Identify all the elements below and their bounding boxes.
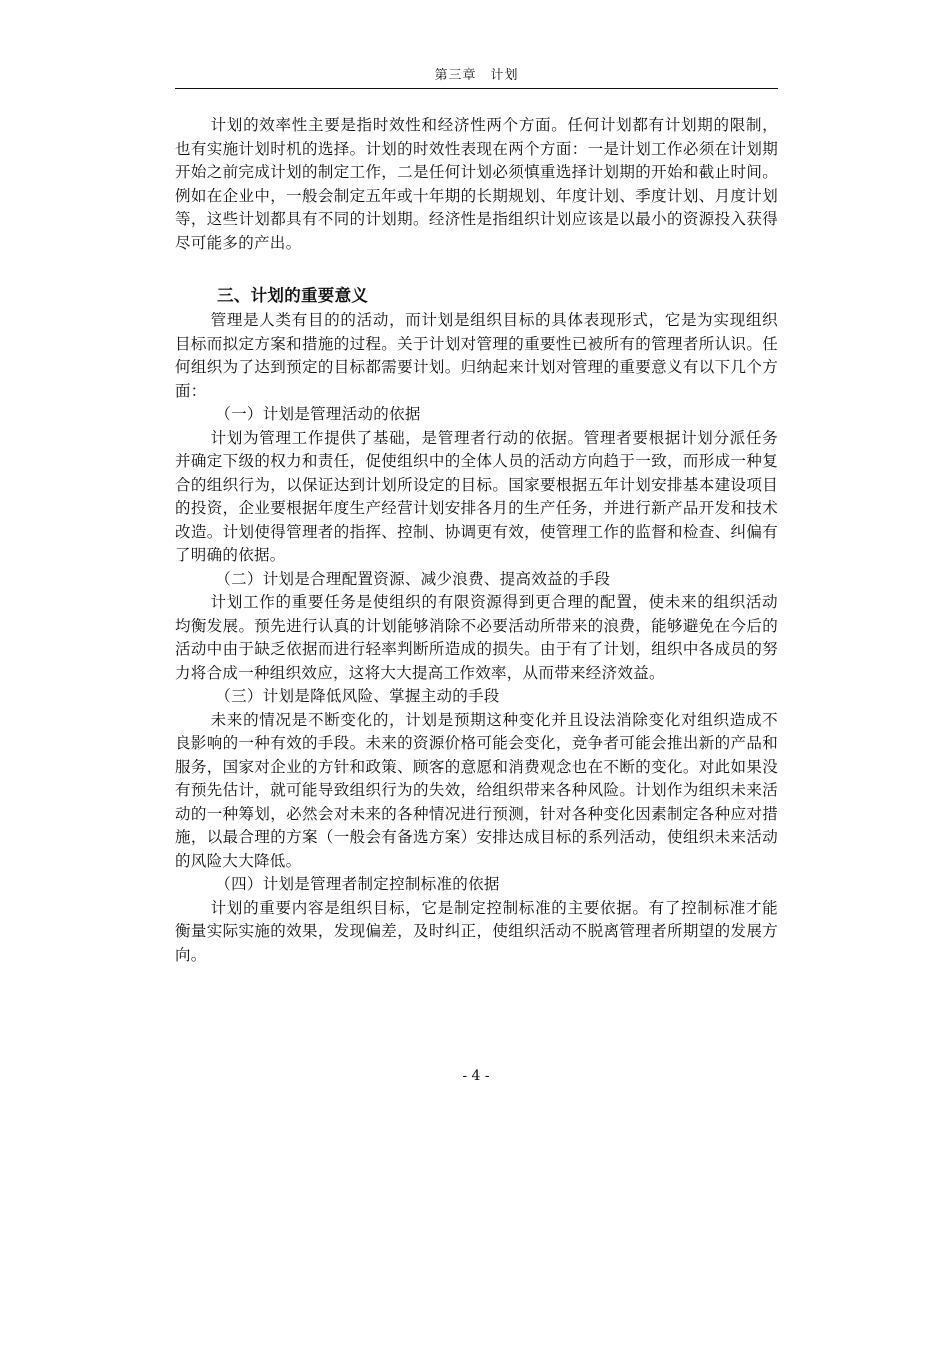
section-heading: 三、计划的重要意义 bbox=[217, 286, 369, 305]
subheading-2: （二）计划是合理配置资源、减少浪费、提高效益的手段 bbox=[215, 569, 611, 588]
paragraph-efficiency: 计划的效率性主要是指时效性和经济性两个方面。任何计划都有计划期的限制，也有实施计划时机的选择。计划的时效性表现在两个方面：一是计划工作必须在计划期开始之前完成计划的制定工作，二是任何计划必须慎重选择计划期的开始和截止时间。例如在企业中，一般会制定五年或十年期的长期规划、年度计划、季度计划、月度计划等，这些计划都具有不同的计划期。经济性是指组织计划应该是以最小的资源投入获得尽可能多的产出。 bbox=[175, 116, 778, 252]
paragraph-control: 计划的重要内容是组织目标，它是制定控制标准的主要依据。有了控制标准才能衡量实际实施的效果，发现偏差，及时纠正，使组织活动不脱离管理者所期望的发展方向。 bbox=[175, 898, 778, 964]
subheading-4: （四）计划是管理者制定控制标准的依据 bbox=[215, 875, 500, 893]
subheading-1: （一）计划是管理活动的依据 bbox=[215, 405, 421, 423]
paragraph-basis: 计划为管理工作提供了基础，是管理者行动的依据。管理者要根据计划分派任务并确定下级的权力和责任，促使组织中的全体人员的活动方向趋于一致，而形成一种复合的组织行为，以保证达到计划所设定的目标。国家要根据五年计划安排基本建设项目的投资，企业要根据年度生产经营计划安排各月的生产任务，并进行新产品开发和技术改造。计划使得管理者的指挥、控制、协调更有效，使管理工作的监督和检查、纠偏有了明确的依据。 bbox=[175, 428, 778, 564]
page-number: - 4 - bbox=[462, 1068, 490, 1084]
paragraph-risk: 未来的情况是不断变化的，计划是预期这种变化并且设法消除变化对组织造成不良影响的一种有效的手段。未来的资源价格可能会变化，竞争者可能会推出新的产品和服务，国家对企业的方针和政策、顾客的意愿和消费观念也在不断的变化。对此如果没有预先估计，就可能导致组织行为的失效，给组织带来各种风险。计划作为组织未来活动的一种筹划，必然会对未来的各种情况进行预测，针对各种变化因素制定各种应对措施，以最合理的方案（一般会有备选方案）安排达成目标的系列活动，使组织未来活动的风险大大降低。 bbox=[175, 710, 778, 870]
subheading-3: （三）计划是降低风险、掌握主动的手段 bbox=[215, 687, 500, 705]
paragraph-intro: 管理是人类有目的的活动，而计划是组织目标的具体表现形式，它是为实现组织目标而拟定方案和措施的过程。关于计划对管理的重要性已被所有的管理者所认识。任何组织为了达到预定的目标都需要计划。归纳起来计划对管理的重要意义有以下几个方面： bbox=[175, 311, 778, 400]
page-body bbox=[175, 114, 778, 967]
paragraph-resources: 计划工作的重要任务是使组织的有限资源得到更合理的配置，使未来的组织活动均衡发展。预先进行认真的计划能够消除不必要活动所带来的浪费，能够避免在今后的活动中由于缺乏依据而进行轻率判断所造成的损失。由于有了计划，组织中各成员的努力将合成一种组织效应，这将大大提高工作效率，从而带来经济效益。 bbox=[175, 593, 778, 682]
running-header bbox=[175, 66, 778, 89]
chapter-title: 第三章 计划 bbox=[434, 68, 519, 83]
